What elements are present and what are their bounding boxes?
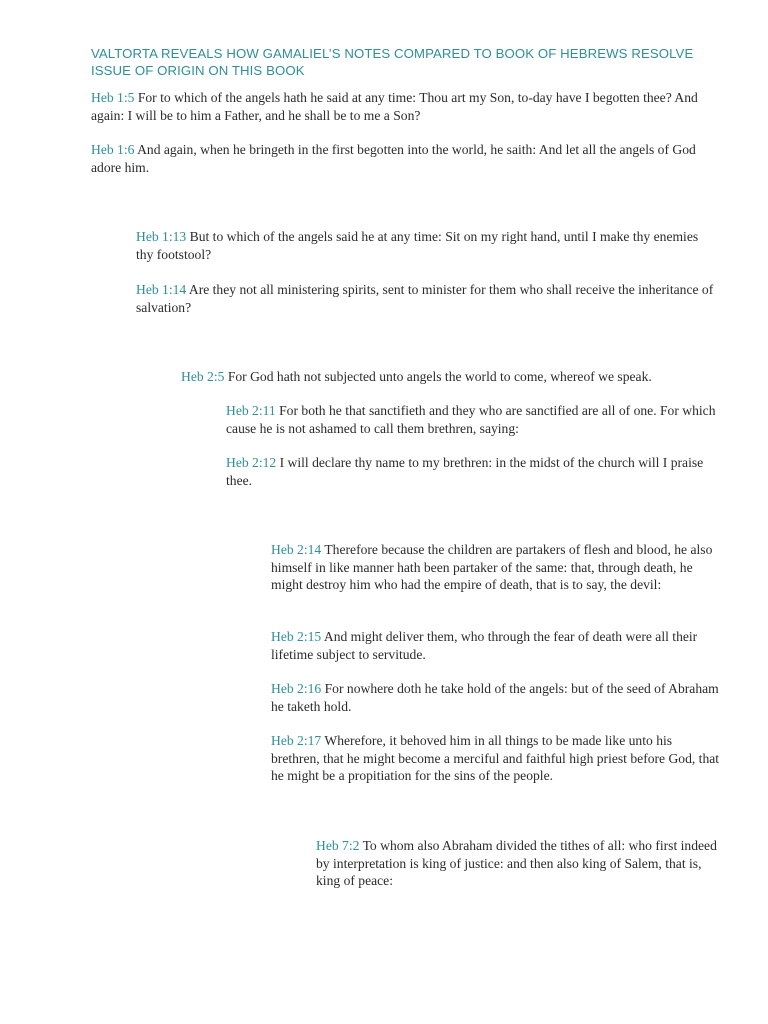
verse-text: To whom also Abraham divided the tithes of all: who first indeed by interpretation is king of justice: and then also king of Salem, that is, king of peace:: [316, 838, 717, 888]
verse-text: Therefore because the children are partakers of flesh and blood, he also himself in like manner hath been partaker of the same: that, through death, he might destroy him who had the empire of death, that is to say, the devil:: [271, 542, 713, 592]
verse-reference: Heb 2:16: [271, 681, 322, 696]
verse-text: And might deliver them, who through the fear of death were all their lifetime subject to servitude.: [271, 629, 698, 662]
verse-reference: Heb 2:11: [226, 403, 276, 418]
verse-reference: Heb 1:6: [91, 142, 135, 157]
verse-reference: Heb 2:12: [226, 455, 277, 470]
verse-text: But to which of the angels said he at any time: Sit on my right hand, until I make thy enemies thy footstool?: [136, 229, 699, 262]
verse-reference: Heb 7:2: [316, 838, 360, 853]
verse-reference: Heb 2:14: [271, 542, 322, 557]
verse-heb-2-14: [271, 541, 721, 594]
verse-reference: Heb 1:14: [136, 282, 187, 297]
verse-heb-7-2: [316, 837, 721, 890]
verse-text: For God hath not subjected unto angels the world to come, whereof we speak.: [227, 369, 652, 384]
verse-reference: Heb 2:17: [271, 733, 322, 748]
verse-reference: Heb 1:5: [91, 90, 135, 105]
verse-text: I will declare thy name to my brethren: in the midst of the church will I praise thee.: [226, 455, 704, 488]
verse-reference: Heb 2:5: [181, 369, 225, 384]
verse-heb-1-13: [136, 228, 718, 263]
verse-heb-2-11: [226, 402, 726, 437]
verse-heb-2-5: [181, 368, 726, 386]
verse-heb-2-17: [271, 732, 721, 785]
verse-heb-1-14: [136, 281, 718, 316]
verse-reference: Heb 2:15: [271, 629, 322, 644]
verse-heb-2-12: [226, 454, 726, 489]
verse-text: For both he that sanctifieth and they who are sanctified are all of one. For which cause he is not ashamed to call them brethren, saying:: [226, 403, 716, 436]
verse-text: Are they not all ministering spirits, sent to minister for them who shall receive the inheritance of salvation?: [136, 282, 714, 315]
document-title: VALTORTA REVEALS HOW GAMALIEL’S NOTES COMPARED TO BOOK OF HEBREWS RESOLVE ISSUE OF ORIGIN ON THIS BOOK: [91, 46, 694, 78]
verse-text: Wherefore, it behoved him in all things to be made like unto his brethren, that he might become a merciful and faithful high priest before God, that he might be a propitiation for the sins of the people.: [271, 733, 720, 783]
verse-text: And again, when he bringeth in the first begotten into the world, he saith: And let all the angels of God adore him.: [91, 142, 696, 175]
verse-reference: Heb 1:13: [136, 229, 187, 244]
verse-text: For to which of the angels hath he said at any time: Thou art my Son, to-day have I begotten thee? And again: I will be to him a Father, and he shall be to me a Son?: [91, 90, 698, 123]
verse-heb-2-15: [271, 628, 721, 663]
verse-heb-1-6: [91, 141, 721, 176]
verse-heb-2-16: [271, 680, 721, 715]
verse-heb-1-5: [91, 89, 721, 124]
verse-text: For nowhere doth he take hold of the angels: but of the seed of Abraham he taketh hold.: [271, 681, 719, 714]
